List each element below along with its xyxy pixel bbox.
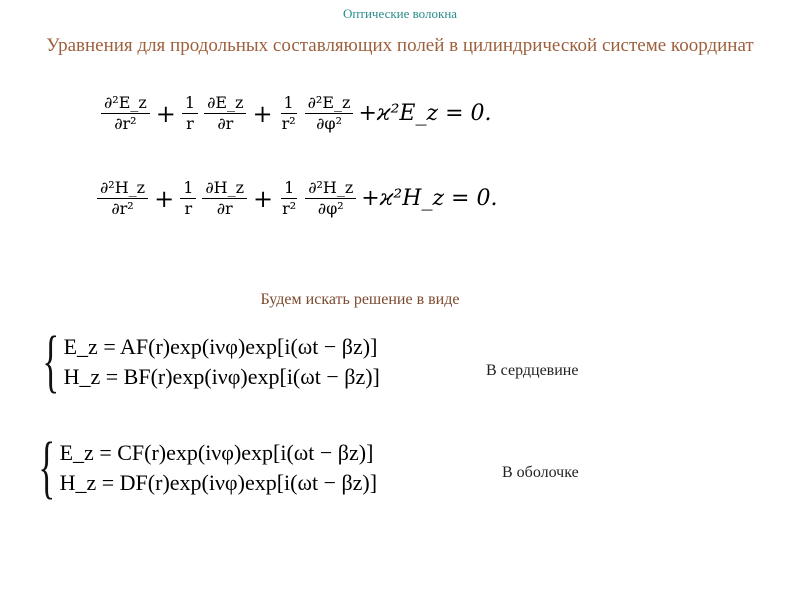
numerator: ∂H_z: [202, 178, 247, 199]
header-title: Оптические волокна: [342, 6, 458, 21]
slide-title: Уравнения для продольных составляющих полей в цилиндрической системе координат: [46, 35, 754, 56]
core-system: [34, 323, 380, 400]
fraction: [204, 93, 246, 134]
fraction: [279, 178, 299, 219]
denominator: ∂r²: [111, 199, 134, 218]
fraction: [101, 93, 150, 134]
equation-tail: +ϰ²E_z = 0.: [358, 101, 492, 126]
fraction: [305, 178, 356, 219]
equation-h: [94, 178, 499, 219]
denominator: r²: [281, 114, 296, 133]
fraction: [182, 93, 198, 134]
numerator: ∂E_z: [204, 93, 246, 114]
cladding-system: [30, 429, 378, 506]
fraction: [305, 93, 354, 134]
equation-tail: +ϰ²H_z = 0.: [361, 186, 498, 211]
denominator: ∂φ²: [316, 114, 342, 133]
fraction: [180, 178, 196, 219]
denominator: ∂r: [216, 199, 233, 218]
plus-sign: +: [155, 99, 176, 128]
numerator: 1: [182, 93, 198, 114]
solution-heading: Будем искать решение в виде: [260, 291, 460, 308]
fraction: [279, 93, 299, 134]
numerator: ∂²E_z: [101, 93, 150, 114]
fraction: [202, 178, 247, 219]
left-brace: {: [42, 323, 60, 400]
system-lines: [64, 330, 380, 394]
numerator: 1: [281, 93, 297, 114]
denominator: ∂r: [217, 114, 234, 133]
numerator: ∂²H_z: [305, 178, 356, 199]
system-lines: [60, 436, 377, 500]
cladding-hz-line: H_z = DF(r)exp(iνφ)exp[i(ωt − βz)]: [59, 470, 378, 495]
denominator: ∂φ²: [317, 199, 344, 218]
cladding-ez-line: E_z = CF(r)exp(iνφ)exp[i(ωt − βz)]: [59, 440, 374, 465]
numerator: 1: [180, 178, 196, 199]
plus-sign: +: [154, 184, 175, 213]
plus-sign: +: [253, 184, 274, 213]
core-hz-line: H_z = BF(r)exp(iνφ)exp[i(ωt − βz)]: [63, 364, 380, 389]
numerator: ∂²E_z: [305, 93, 354, 114]
core-label: В сердцевине: [486, 362, 579, 379]
fraction: [97, 178, 148, 219]
denominator: r: [184, 199, 193, 218]
denominator: ∂r²: [114, 114, 137, 133]
core-ez-line: E_z = AF(r)exp(iνφ)exp[i(ωt − βz)]: [63, 334, 378, 359]
numerator: ∂²H_z: [97, 178, 148, 199]
left-brace: {: [38, 429, 56, 506]
equation-e: [98, 93, 493, 134]
plus-sign: +: [252, 99, 273, 128]
denominator: r: [186, 114, 194, 133]
numerator: 1: [281, 178, 297, 199]
denominator: r²: [282, 199, 297, 218]
cladding-label: В оболочке: [502, 464, 579, 481]
